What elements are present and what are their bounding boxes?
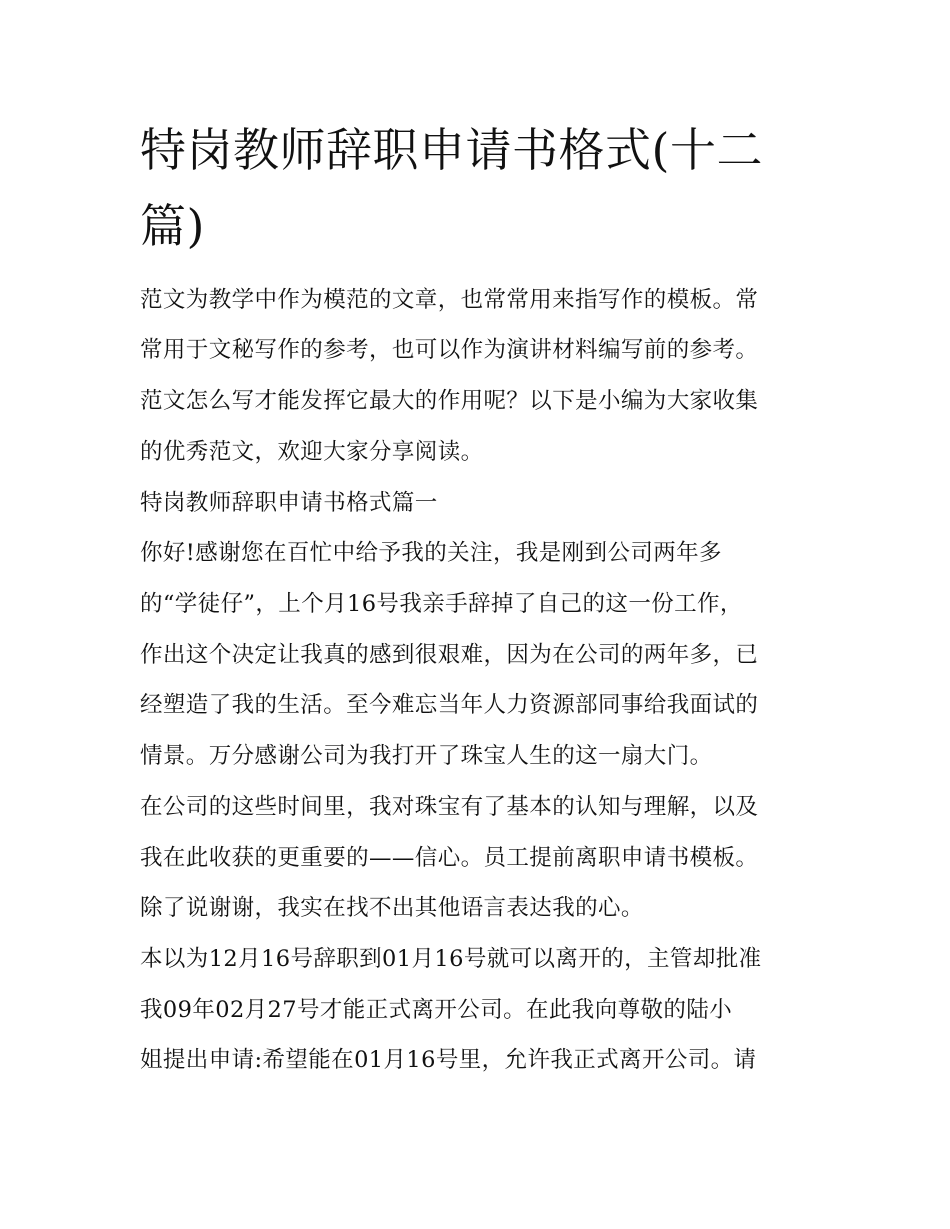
body-line: 的优秀范文，欢迎大家分享阅读。 [140,439,484,465]
body-line: 本以为12月16号辞职到01月16号就可以离开的，主管却批准 [140,946,762,972]
title-line: 篇) [140,199,205,253]
body-line: 除了说谢谢，我实在找不出其他语言表达我的心。 [140,895,644,921]
body-line: 常用于文秘写作的参考，也可以作为演讲材料编写前的参考。 [140,337,759,363]
body-line: 我09年02月27号才能正式离开公司。在此我向尊敬的陆小 [140,997,733,1023]
body-line: 的“学徒仔”，上个月16号我亲手辞掉了自己的这一份工作， [140,591,743,617]
body-line: 我在此收获的更重要的——信心。员工提前离职申请书模板。 [140,845,759,871]
body-line: 你好!感谢您在百忙中给予我的关注，我是刚到公司两年多 [140,540,722,566]
body-line: 作出这个决定让我真的感到很艰难，因为在公司的两年多，已 [140,642,759,668]
body-line: 范文怎么写才能发挥它最大的作用呢？以下是小编为大家收集 [140,388,759,414]
body-line: 经塑造了我的生活。至今难忘当年人力资源部同事给我面试的 [140,692,759,718]
body-line: 范文为教学中作为模范的文章，也常常用来指写作的模板。常 [140,287,759,313]
body-line: 情景。万分感谢公司为我打开了珠宝人生的这一扇大门。 [140,743,713,769]
section-heading: 特岗教师辞职申请书格式篇一 [140,490,438,516]
title-line: 特岗教师辞职申请书格式(十二 [140,123,763,177]
body-line: 姐提出申请:希望能在01月16号里，允许我正式离开公司。请 [140,1047,757,1073]
document-title [140,112,830,264]
body-line: 在公司的这些时间里，我对珠宝有了基本的认知与理解，以及 [140,794,759,820]
